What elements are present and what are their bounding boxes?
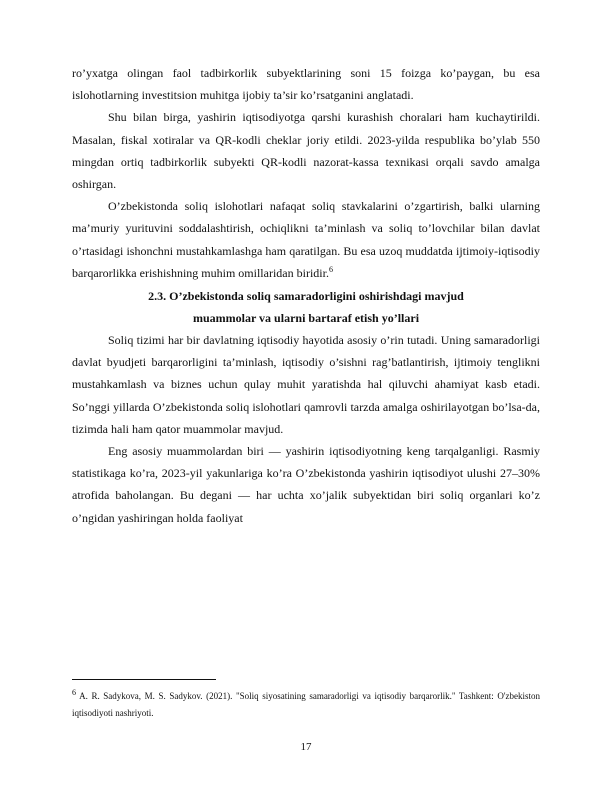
section-heading-line-1: 2.3. O’zbekistonda soliq samaradorligini oshirishdagi mavjud <box>148 289 464 304</box>
footnote-mark: 6 <box>72 688 76 697</box>
paragraph-3-text: O’zbekistonda soliq islohotlari nafaqat soliq stavkalarini o’zgartirish, balki ularning ma’muriy yurituvini soddalashtirish, ochiqlikni ta’minlash va soliq to’lovchilar bilan davlat o’rtasidagi ishonchni mustahkamlashga ham qaratilgan. Bu esa uzoq muddatda ijtimoiy-iqtisodiy barqarorlikka erishishning muhim omillaridan biridir. <box>72 199 540 280</box>
footnote-reference[interactable]: 6 <box>328 264 333 274</box>
page-body <box>72 62 540 529</box>
paragraph-3 <box>72 195 540 284</box>
paragraph-4: Soliq tizimi har bir davlatning iqtisodiy hayotida asosiy o’rin tutadi. Uning samaradorligi davlat byudjeti barqarorligini ta’minlash, iqtisodiy o’sishni rag’batlantirish, ijtimoiy tenglikni mustahkamlash va biznes uchun qulay muhit yaratishda hal qiluvchi ahamiyat kasb etadi. So’nggi yillarda O’zbekistonda soliq islohotlari qamrovli tarzda amalga oshirilayotgan bo’lsa-da, tizimda hali ham qator muammolar mavjud. <box>72 333 540 436</box>
section-heading-line-2: muammolar va ularni bartaraf etish yo’llari <box>192 311 420 326</box>
footnote <box>72 688 540 721</box>
footnote-text: A. R. Sadykova, M. S. Sadykov. (2021). "Soliq siyosatining samaradorligi va iqtisodiy barqarorlik." Tashkent: O'zbekiston iqtisodiyoti nashriyoti. <box>72 691 540 718</box>
page-number: 17 <box>300 741 312 753</box>
paragraph-1: ro’yxatga olingan faol tadbirkorlik subyektlarining soni 15 foizga ko’paygan, bu esa islohotlarning investitsion muhitga ijobiy ta’sir ko’rsatganini anglatadi. <box>72 66 540 103</box>
paragraph-5: Eng asosiy muammolardan biri — yashirin iqtisodiyotning keng tarqalganligi. Rasmiy statistikaga ko’ra, 2023-yil yakunlariga ko’ra O’zbekistonda yashirin iqtisodiyot ulushi 27–30% atrofida baholangan. Bu degani — har uchta xo’jalik subyektidan biri soliq organlari ko’z o’ngidan yashiringan holda faoliyat <box>72 444 540 525</box>
paragraph-2: Shu bilan birga, yashirin iqtisodiyotga qarshi kurashish choralari ham kuchaytirildi. Masalan, fiskal xotiralar va QR-kodli cheklar joriy etildi. 2023-yilda respublika bo’ylab 550 mingdan ortiq tadbirkorlik subyekti QR-kodli nazorat-kassa texnikasi orqali savdo amalga oshirgan. <box>72 110 540 192</box>
section-heading <box>72 285 540 329</box>
footnote-separator <box>72 679 216 680</box>
